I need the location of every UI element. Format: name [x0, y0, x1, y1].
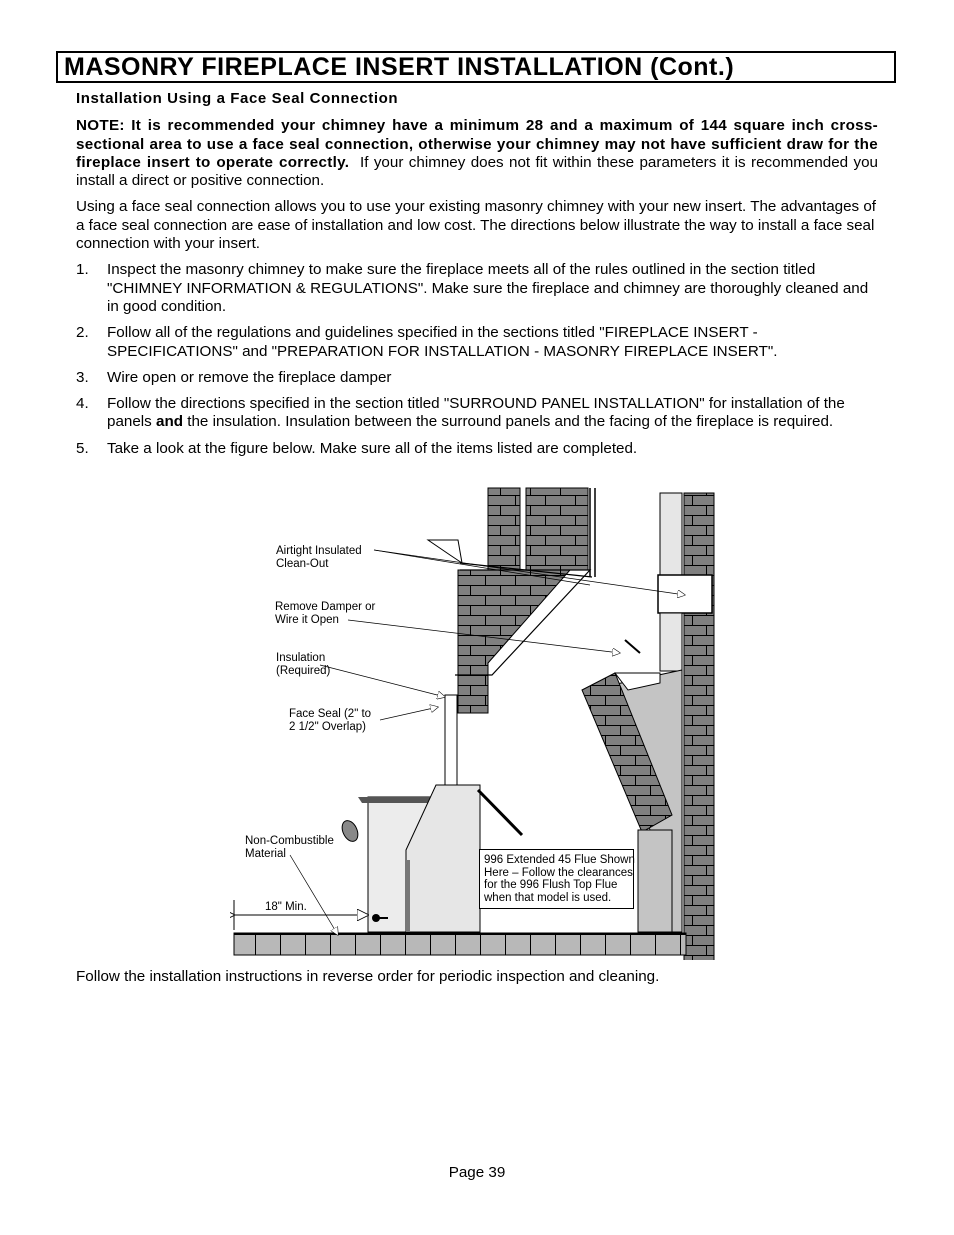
step-text-bold: and	[156, 413, 184, 431]
chimney-upper-brick	[488, 488, 520, 570]
callout-non-combustible-line1: Non-Combustible	[245, 835, 334, 847]
title-box	[56, 51, 896, 83]
intro-paragraph: Using a face seal connection allows you to use your existing masonry chimney with your new insert. The advantages of a face seal connection are ease of installation and low cost. The directions below illustrate the way to install a face seal connection with your insert.	[76, 198, 877, 253]
callout-damper-line1: Remove Damper or	[275, 601, 376, 613]
step-number: 4.	[76, 395, 89, 413]
callout-non-combustible-line2: Material	[245, 847, 286, 860]
hearth-floor	[234, 933, 686, 955]
step-number: 2.	[76, 324, 89, 342]
step-text: Follow all of the regulations and guidelines specified in the sections titled "FIREPLACE INSERT - SPECIFICATIONS" and "PREPARATION FOR INSTALLATION - MASONRY FIREPLACE INSERT".	[107, 324, 778, 360]
step-item	[76, 395, 878, 432]
step-item	[76, 369, 878, 387]
callout-face-seal	[289, 708, 371, 733]
page-number: Page 39	[448, 1164, 506, 1181]
callout-damper-line2: Wire it Open	[275, 613, 339, 626]
callout-clean-out	[276, 545, 362, 570]
note-regular-text: If your chimney does not fit within these parameters it is recommended you install a direct or positive connection.	[76, 153, 878, 190]
closing-paragraph: Follow the installation instructions in reverse order for periodic inspection and cleaning.	[76, 968, 660, 985]
callout-clean-out-line1: Airtight Insulated	[276, 545, 362, 557]
page-title: MASONRY FIREPLACE INSERT INSTALLATION (Cont.)	[64, 53, 735, 81]
flue-note-line: for the 996 Flush Top Flue	[484, 879, 618, 892]
callout-damper	[275, 601, 375, 626]
chimney-upper-brick-right	[526, 488, 588, 570]
callout-non-combustible	[245, 835, 334, 860]
callout-insulation-line1: Insulation	[276, 652, 326, 664]
step-item	[76, 261, 878, 316]
callout-face-seal-line1: Face Seal (2" to	[289, 708, 372, 720]
step-text: Inspect the masonry chimney to make sure the fireplace meets all of the rules outlined in the section titled "CHIMNEY INFORMATION & REGULATIONS". Make sure the fireplace and chimney are thoroughly cleaned and in good condition.	[107, 261, 869, 315]
note-bold-text: NOTE: It is recommended your chimney have a minimum 28 and a maximum of 144 square inch cross-sectional area to use a face seal connection, otherwise your chimney may not have sufficient draw for the fireplace insert to operate correctly.	[76, 117, 878, 171]
flue-note-line: 996 Extended 45 Flue Shown	[484, 854, 635, 866]
step-text-after: the insulation. Insulation between the surround panels and the facing of the fireplace is required.	[187, 413, 834, 431]
callout-clean-out-line2: Clean-Out	[276, 557, 329, 570]
step-item	[76, 440, 878, 458]
step-text: Take a look at the figure below. Make sure all of the items listed are completed.	[107, 439, 638, 457]
step-number: 1.	[76, 261, 89, 279]
clean-out-door	[658, 575, 712, 613]
callout-face-seal-line2: 2 1/2" Overlap)	[289, 720, 366, 733]
door-handle	[339, 818, 361, 844]
callout-insulation	[276, 652, 330, 677]
step-item	[76, 324, 878, 361]
steps-list	[76, 261, 878, 458]
chimney-right-wall	[660, 493, 682, 581]
callout-insulation-line2: (Required)	[276, 664, 331, 677]
flue-note-line: Here – Follow the clearances	[484, 866, 633, 879]
note-paragraph	[76, 117, 878, 190]
step-text-before: Follow the directions specified in the section titled "SURROUND PANEL INSTALLATION" for installation of the panels	[107, 395, 845, 431]
flue-note-line: when that model is used.	[484, 891, 612, 904]
smoke-chamber-brick	[458, 570, 570, 713]
main-content	[76, 90, 878, 466]
chimney-right-brick	[684, 493, 714, 960]
fireplace-diagram	[230, 485, 730, 960]
flue-note-box	[479, 849, 634, 909]
callout-min-distance: 18" Min.	[265, 901, 307, 913]
step-number: 3.	[76, 368, 89, 386]
section-subheading: Installation Using a Face Seal Connection	[76, 90, 399, 107]
step-number: 5.	[76, 439, 89, 457]
step-text: Wire open or remove the fireplace damper	[107, 368, 392, 386]
